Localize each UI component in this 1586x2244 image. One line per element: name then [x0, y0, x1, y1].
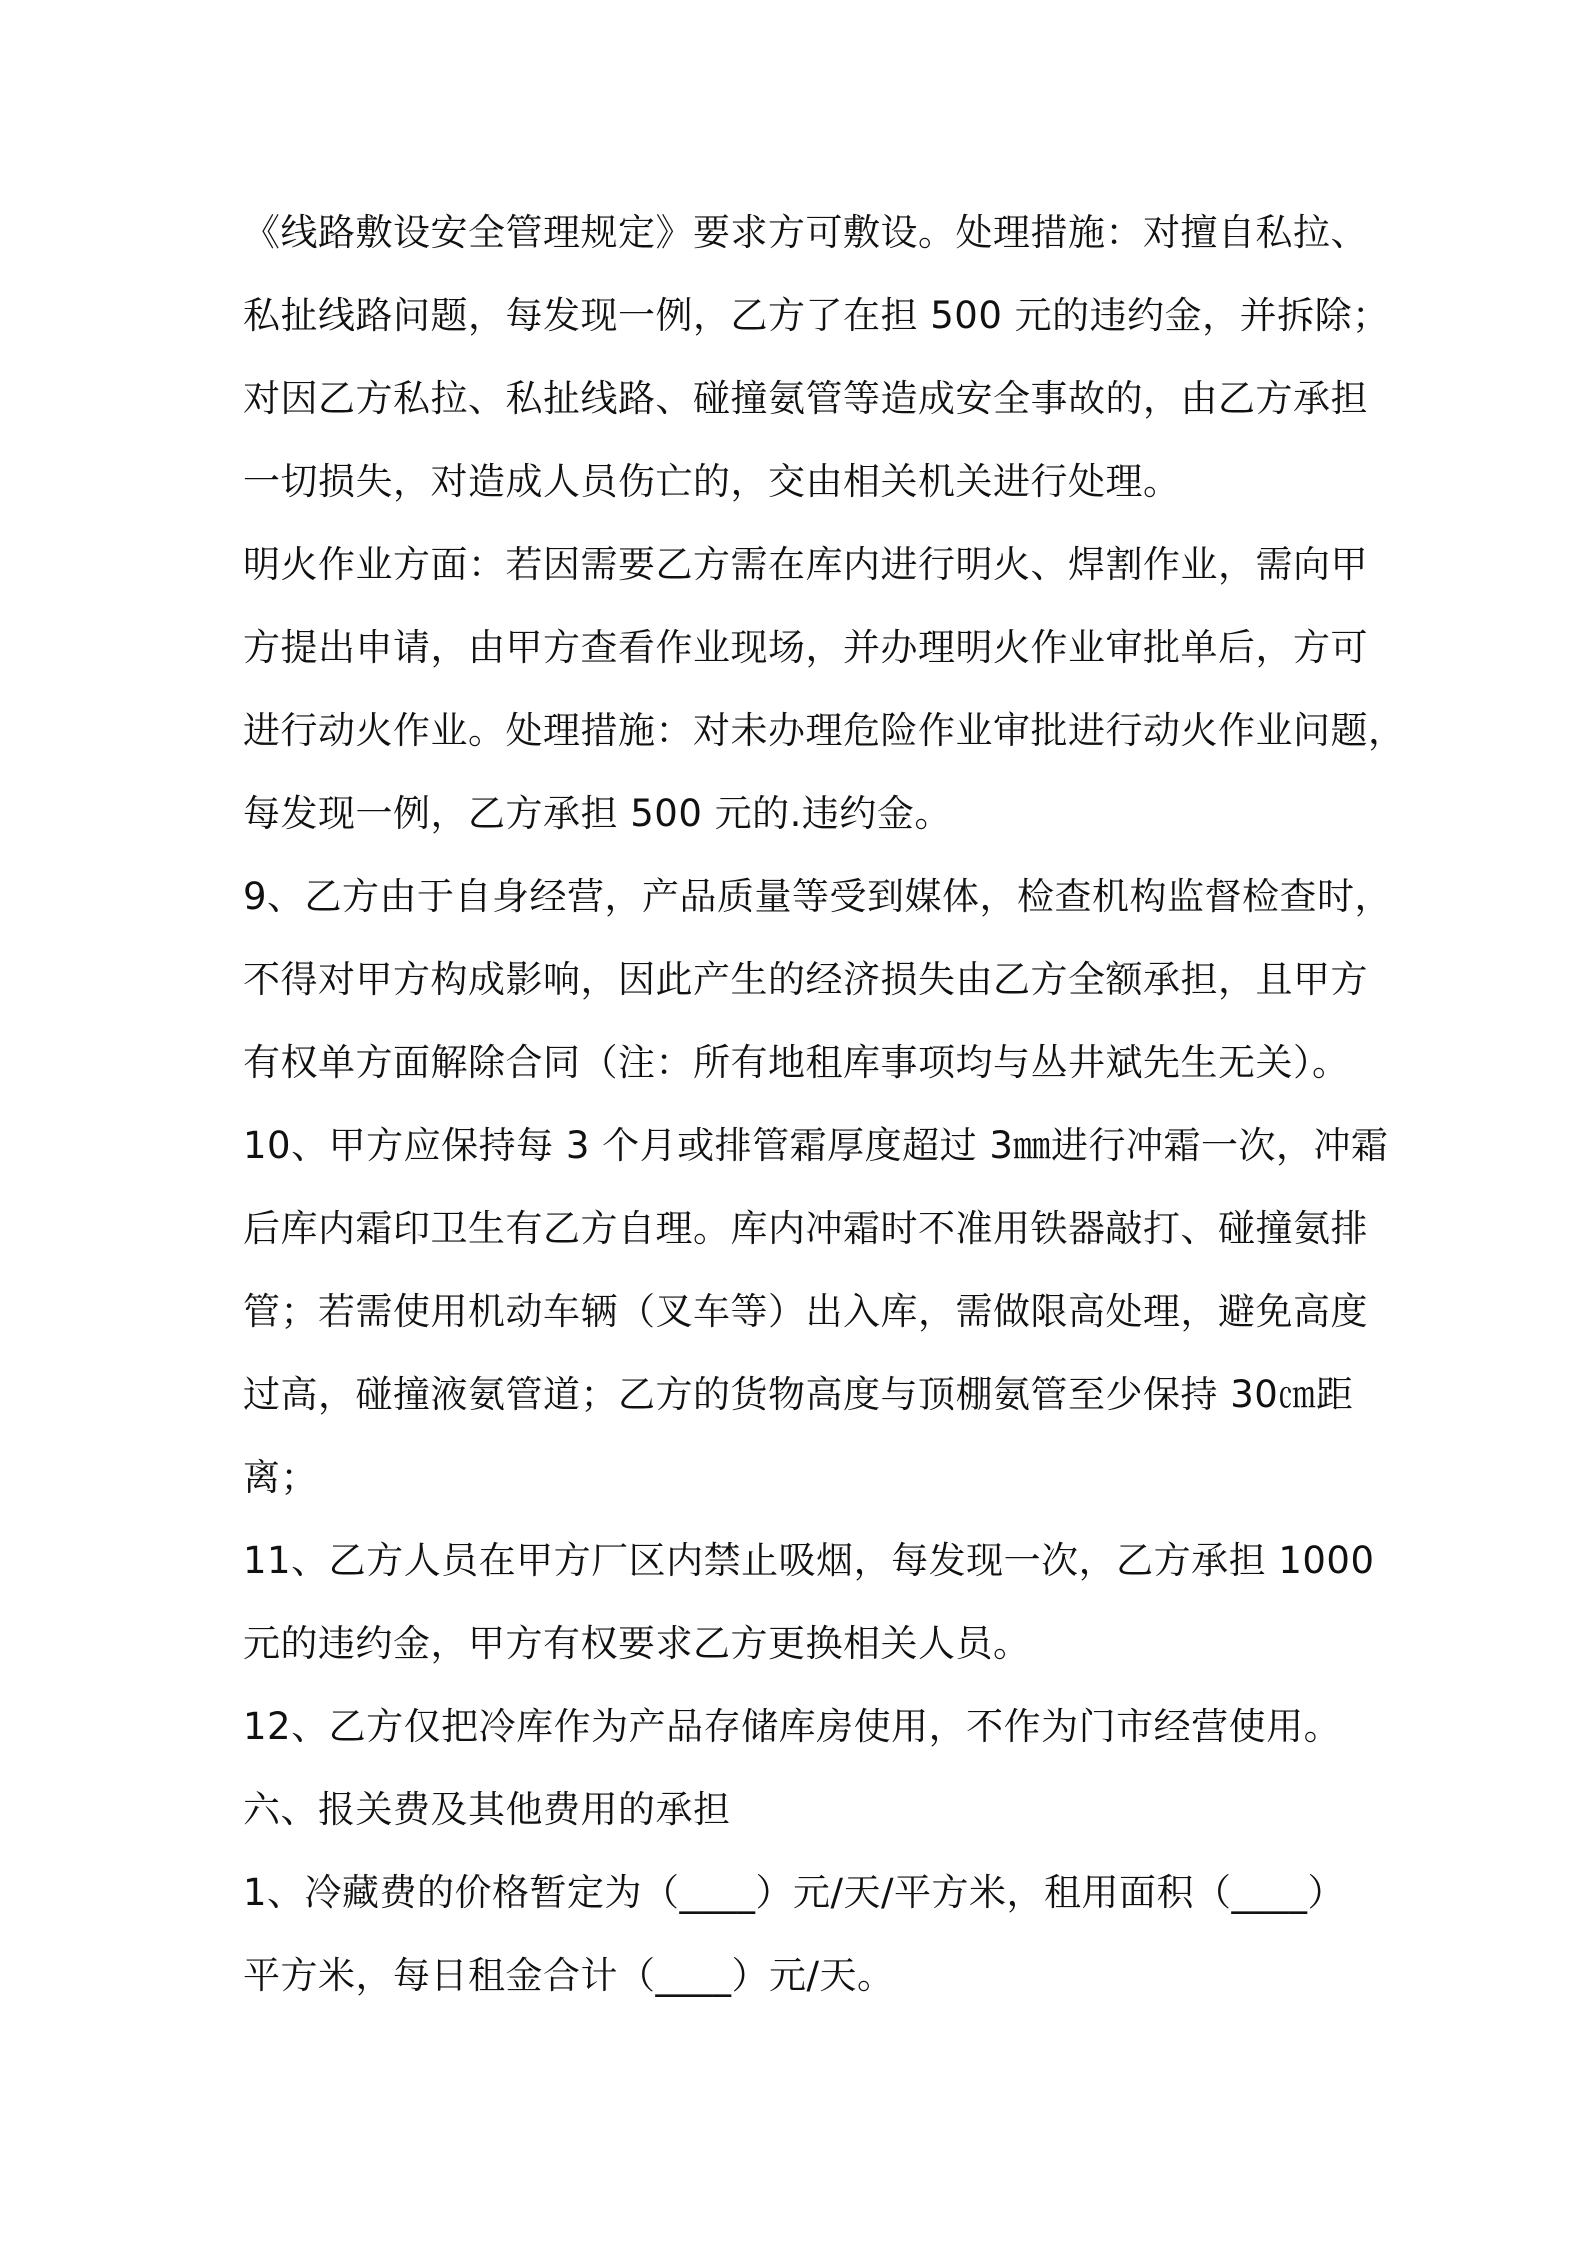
- text-line-18: 元的违约金，甲方有权要求乙方更换相关人员。: [243, 1622, 1031, 1665]
- text-line-7: 进行动火作业。处理措施：对未办理危险作业审批进行动火作业问题，: [243, 709, 1406, 752]
- text-line-9: 9、乙方由于自身经营，产品质量等受到媒体，检查机构监督检查时，: [243, 875, 1393, 918]
- text-line-8: 每发现一例，乙方承担 500 元的.违约金。: [243, 792, 952, 835]
- text-line-10: 不得对甲方构成影响，因此产生的经济损失由乙方全额承担，且甲方: [243, 958, 1368, 1001]
- text-line-5: 明火作业方面：若因需要乙方需在库内进行明火、焊割作业，需向甲: [243, 543, 1368, 586]
- text-line-22: 平方米，每日租金合计（____）元/天。: [243, 1954, 895, 1997]
- text-line-17: 11、乙方人员在甲方厂区内禁止吸烟，每发现一次，乙方承担 1000: [243, 1539, 1375, 1582]
- text-line-21: 1、冷藏费的价格暂定为（____）元/天/平方米，租用面积（____）: [243, 1871, 1345, 1914]
- text-line-13: 后库内霜印卫生有乙方自理。库内冲霜时不准用铁器敲打、碰撞氨排: [243, 1207, 1368, 1250]
- text-line-4: 一切损失，对造成人员伤亡的，交由相关机关进行处理。: [243, 460, 1181, 503]
- text-line-14: 管；若需使用机动车辆（叉车等）出入库，需做限高处理，避免高度: [243, 1290, 1368, 1333]
- text-line-15: 过高，碰撞液氨管道；乙方的货物高度与顶棚氨管至少保持 30㎝距: [243, 1373, 1354, 1416]
- text-line-11: 有权单方面解除合同（注：所有地租库事项均与丛井斌先生无关）。: [243, 1041, 1350, 1084]
- text-line-3: 对因乙方私拉、私扯线路、碰撞氨管等造成安全事故的，由乙方承担: [243, 377, 1368, 420]
- text-line-12: 10、甲方应保持每 3 个月或排管霜厚度超过 3㎜进行冲霜一次，冲霜: [243, 1124, 1389, 1167]
- text-line-2: 私扯线路问题，每发现一例，乙方了在担 500 元的违约金，并拆除；: [243, 294, 1390, 337]
- text-line-19: 12、乙方仅把冷库作为产品存储库房使用，不作为门市经营使用。: [243, 1705, 1342, 1748]
- text-line-16: 离；: [243, 1456, 318, 1499]
- text-line-1: 《线路敷设安全管理规定》要求方可敷设。处理措施：对擅自私拉、: [243, 211, 1368, 254]
- text-line-6: 方提出申请，由甲方查看作业现场，并办理明火作业审批单后，方可: [243, 626, 1368, 669]
- section-heading: 六、报关费及其他费用的承担: [243, 1788, 731, 1831]
